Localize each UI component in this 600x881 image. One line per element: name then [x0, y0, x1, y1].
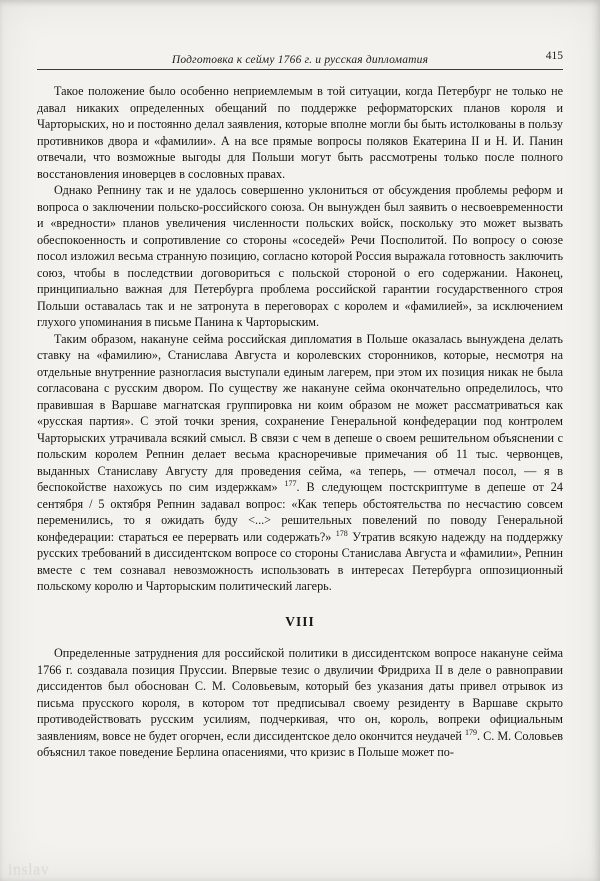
section-heading: VIII — [285, 613, 315, 629]
page-number: 415 — [545, 50, 563, 62]
paragraph-1: Такое положение было особенно неприемлемым в той ситуации, когда Петербург не только не давал никаких определенных обещаний по поддержке реформаторских планов короля и Чарторыских, но и постоянно делал заявления, которые вполне могли бы быть истолкованы в пользу противников двора и «фамилии». А на все прямые вопросы поляков Екатерина II и Н. И. Панин отвечали, что возможные выгоды для Польши могут быть рассмотрены только после полного восстановления иноверцев в сословных правах. — [37, 84, 563, 181]
paragraph-4: Определенные затруднения для российской политики в диссидентском вопросе накануне сейма 1766 г. создавала позиция Пруссии. Впервые тезис о двуличии Фридриха II в деле о равноправии диссидентов был обоснован С. М. Соловьевым, который без указания даты привел отрывок из письма прусского короля, в котором тот предписывал своему резиденту в Варшаве скрыто противодействовать русским усилиям, подчеркивая, что он, король, вопреки официальным заявлениям, вовсе не будет огорчен, если диссидентское дело окончится неудачей $^{179}$. С. М. Соловьев объяснил такое поведение Берлина опасениями, что кризис в Польше может по- — [37, 646, 563, 759]
paragraph-3: Таким образом, накануне сейма российская дипломатия в Польше оказалась вынуждена делать ставку на «фамилию», Станислава Августа и королевских сторонников, которые, несмотря на отдельные внутренние разногласия выступали единым лагерем, при этом их позиция никак не была согласована с русским двором. По существу же накануне сейма окончательно определилось, что правившая в Варшаве магнатская группировка ни коим образом не может рассматриваться как «русская партия». С этой точки зрения, сохранение Генеральной конфедерации под контролем Чарторыских утрачивала всякий смысл. В связи с чем в депеше о своем решительном объяснении с польским королем Репнин делает весьма красноречивые примечания об 11 тыс. червонцев, выданных Станиславу Августу для проведения сейма, «а теперь, — отмечал посол, — я в беспокойстве нахожусь по сим издержкам» $^{177}$. В следующем постскриптуме в депеше от 24 сентября / 5 октября Репнин задавал вопрос: «Как теперь обстоятельства по несчастию совсем переменились, то я ожидать буду <...> решительных повелений по поводу Генеральной конфедерации: стараться ее перервать или содержать?» $^{178}$ Утратив всякую надежду на поддержку русских требований в диссидентском вопросе со стороны Станислава Августа и «фамилии», Репнин вместе с тем сознавал невозможность использовать в интересах Петербурга оппозиционный польскому королю и Чарторыским политический лагерь. — [37, 331, 563, 593]
page-body — [37, 83, 563, 761]
header-rule — [37, 69, 563, 70]
page-header — [37, 50, 563, 65]
paragraph-2: Однако Репнину так и не удалось совершенно уклониться от обсуждения проблемы реформ и вопроса о заключении польско-российского союза. Он вынужден был заявить о несвоевременности и «вредности» планов увеличения численности польских войск, поскольку это может вызвать обеспокоенность и сопротивление со стороны «соседей» Речи Посполитой. По вопросу о союзе посол изложил весьма странную позицию, согласно которой Россия выражала готовность заключить союз, чтобы в последствии договориться с польской стороной о его содержании. Наконец, принципиально важная для Петербурга проблема российской гарантии государственного строя Польши оставалась так и не затронута в переговорах с королем и «фамилией», за исключением глухого упоминания в письме Панина к Чарторыским. — [37, 183, 563, 329]
watermark: inslav — [8, 861, 50, 878]
running-title: Подготовка к сейму 1766 г. и русская дипломатия — [171, 54, 429, 66]
